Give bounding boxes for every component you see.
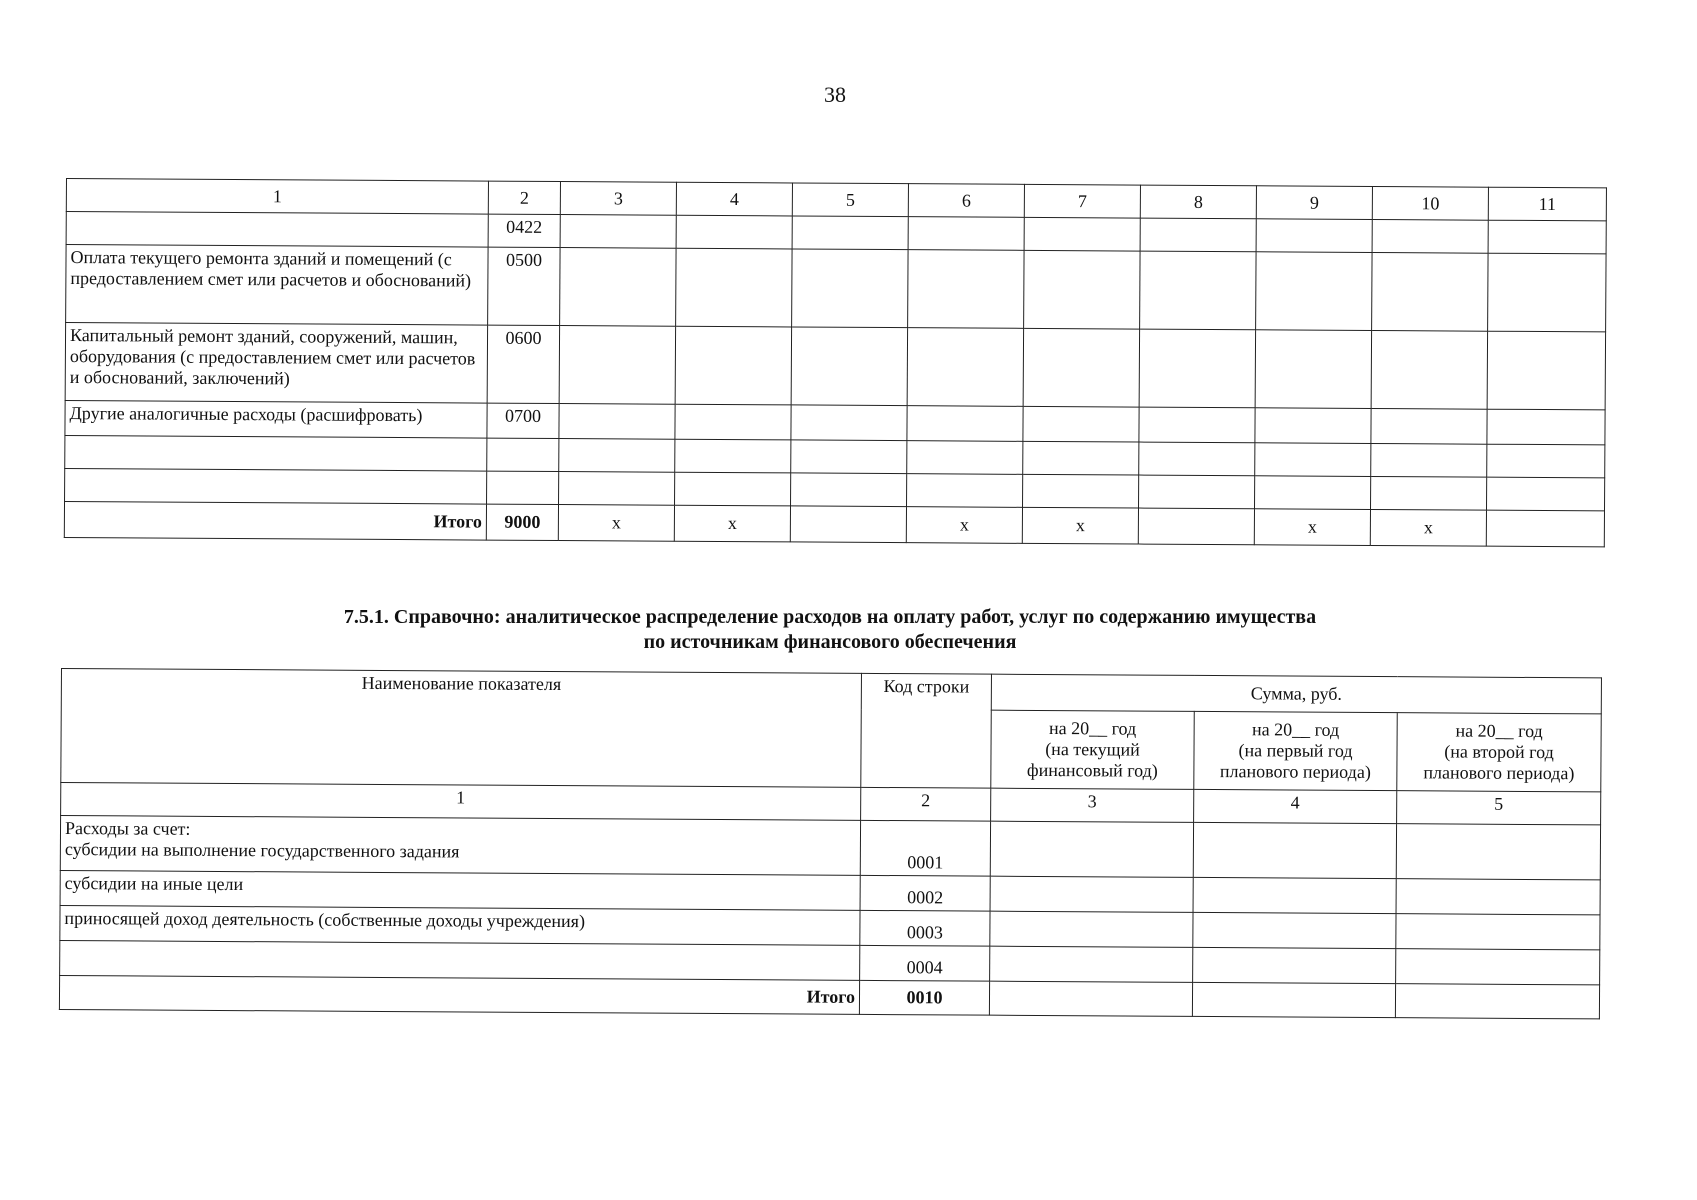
column-number: 4 [676,182,792,216]
row-code: 0003 [860,910,990,946]
column-number: 9 [1256,186,1372,220]
total-cell [1486,510,1604,547]
row-label [60,940,860,980]
row-code [487,438,559,471]
total-cell: x [674,505,790,542]
column-number: 6 [908,184,1024,218]
column-number: 8 [1140,185,1256,219]
column-number: 2 [861,787,991,821]
column-number: 11 [1488,187,1606,221]
total-cell: x [1370,509,1486,546]
row-label: субсидии на иные цели [60,870,860,910]
row-code: 0700 [487,403,559,438]
header-name: Наименование показателя [61,669,862,788]
table-row [66,245,1606,332]
header-sum: Сумма, руб. [991,674,1601,714]
total-label: Итого [64,501,486,540]
total-cell: x [558,505,674,542]
column-number: 10 [1372,186,1488,220]
row-code: 0002 [860,875,990,911]
row-code: 0500 [488,247,560,325]
column-number: 5 [1397,791,1601,825]
table-row [60,816,1600,880]
header-current-year: на 20__ год (на текущий финансовый год) [991,710,1194,789]
column-number: 7 [1024,184,1140,218]
column-number: 4 [1194,789,1397,823]
row-code: 0600 [487,325,559,403]
page-number: 38 [824,82,846,107]
row-code [487,471,559,504]
section-title [0,605,1660,655]
column-number: 3 [560,182,676,216]
table-header-row [61,669,1601,714]
expenses-table [64,178,1607,547]
row-label [65,435,487,471]
row-label: Оплата текущего ремонта зданий и помещений (с предоставлением смет или расчетов и обоснований) [66,245,488,326]
column-number: 1 [66,179,488,215]
row-code: 0422 [488,214,560,247]
header-code: Код строки [861,673,992,788]
total-label: Итого [59,975,859,1014]
total-code: 9000 [486,504,558,540]
table-row [65,323,1605,410]
row-label: приносящей доход деятельность (собственные доходы учреждения) [60,905,860,945]
row-code: 0001 [860,820,990,876]
section-title-line2: по источникам финансового обеспечения [643,631,1017,653]
total-cell: x [1022,507,1138,544]
row-label [65,468,487,504]
column-number: 3 [991,788,1194,822]
header-first-plan-year: на 20__ год (на первый год планового периода) [1194,711,1397,790]
total-cell: x [906,507,1022,544]
funding-sources-table [59,668,1602,1019]
row-code: 0004 [860,945,990,981]
column-number: 1 [61,783,861,821]
row-label: Другие аналогичные расходы (расшифровать) [65,400,487,438]
total-cell [1138,508,1254,545]
section-title-line1: 7.5.1. Справочно: аналитическое распределение расходов на оплату работ, услуг по содержанию имущества [343,606,1317,628]
column-number: 5 [792,183,908,217]
row-label: Расходы за счет: субсидии на выполнение государственного задания [60,816,860,876]
row-label [66,212,488,248]
column-number: 2 [488,181,560,214]
total-cell [790,506,906,543]
header-second-plan-year: на 20__ год (на второй год планового периода) [1397,713,1602,792]
total-cell: x [1254,509,1370,546]
row-label: Капитальный ремонт зданий, сооружений, машин, оборудования (с предоставлением смет или расчетов и обоснований, заключений) [65,323,487,404]
total-code: 0010 [859,980,989,1015]
